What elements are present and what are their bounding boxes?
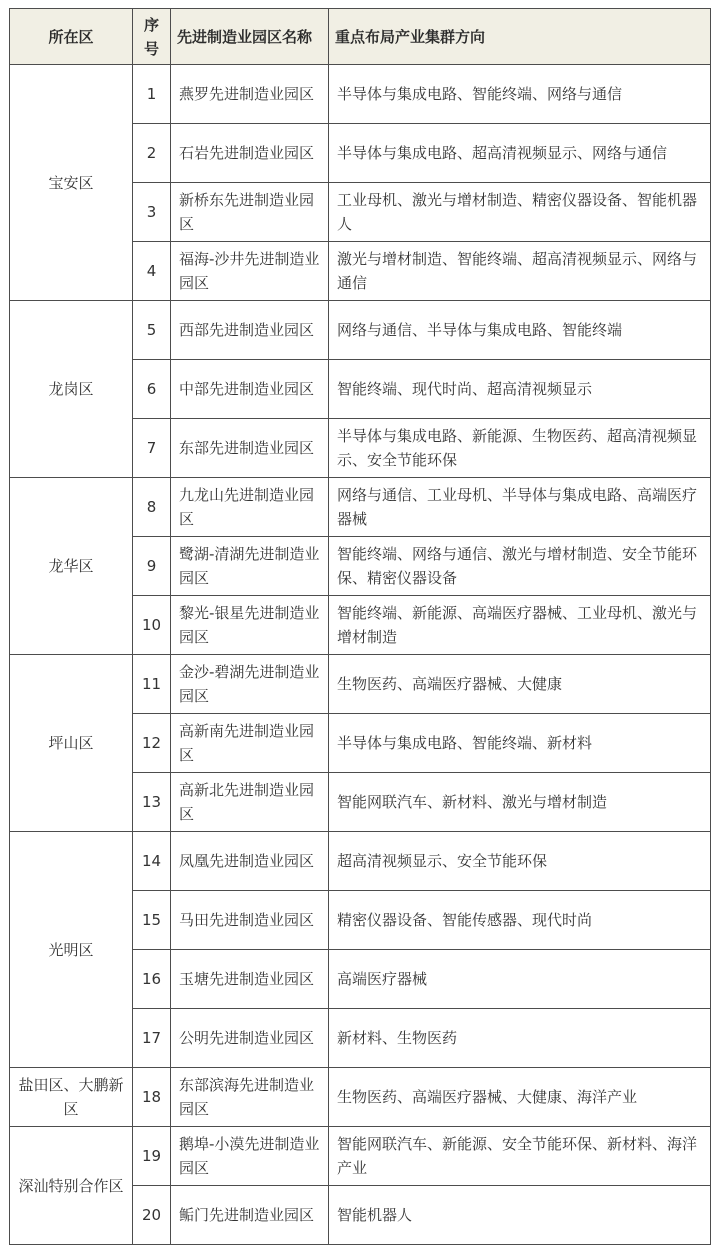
direction-cell: 半导体与集成电路、新能源、生物医药、超高清视频显示、安全节能环保 bbox=[329, 419, 711, 478]
direction-cell: 半导体与集成电路、超高清视频显示、网络与通信 bbox=[329, 124, 711, 183]
park-name-cell: 鹭湖-清湖先进制造业园区 bbox=[171, 537, 329, 596]
direction-cell: 网络与通信、工业母机、半导体与集成电路、高端医疗器械 bbox=[329, 478, 711, 537]
park-name-cell: 福海-沙井先进制造业园区 bbox=[171, 242, 329, 301]
number-cell: 20 bbox=[133, 1186, 171, 1245]
number-cell: 15 bbox=[133, 891, 171, 950]
table-header-row bbox=[10, 9, 711, 65]
direction-cell: 半导体与集成电路、智能终端、网络与通信 bbox=[329, 65, 711, 124]
park-name-cell: 公明先进制造业园区 bbox=[171, 1009, 329, 1068]
number-cell: 1 bbox=[133, 65, 171, 124]
direction-cell: 网络与通信、半导体与集成电路、智能终端 bbox=[329, 301, 711, 360]
direction-cell: 智能机器人 bbox=[329, 1186, 711, 1245]
table-row bbox=[10, 1127, 711, 1186]
park-name-cell: 石岩先进制造业园区 bbox=[171, 124, 329, 183]
direction-cell: 超高清视频显示、安全节能环保 bbox=[329, 832, 711, 891]
park-name-cell: 高新南先进制造业园区 bbox=[171, 714, 329, 773]
park-name-cell: 玉塘先进制造业园区 bbox=[171, 950, 329, 1009]
direction-cell: 智能终端、网络与通信、激光与增材制造、安全节能环保、精密仪器设备 bbox=[329, 537, 711, 596]
park-name-cell: 燕罗先进制造业园区 bbox=[171, 65, 329, 124]
park-name-cell: 鹅埠-小漠先进制造业园区 bbox=[171, 1127, 329, 1186]
number-cell: 6 bbox=[133, 360, 171, 419]
direction-cell: 生物医药、高端医疗器械、大健康 bbox=[329, 655, 711, 714]
number-cell: 10 bbox=[133, 596, 171, 655]
table-body bbox=[10, 65, 711, 1245]
park-name-cell: 西部先进制造业园区 bbox=[171, 301, 329, 360]
district-cell: 深汕特别合作区 bbox=[10, 1127, 133, 1245]
park-name-cell: 鲘门先进制造业园区 bbox=[171, 1186, 329, 1245]
district-cell: 龙华区 bbox=[10, 478, 133, 655]
number-cell: 14 bbox=[133, 832, 171, 891]
park-name-cell: 东部滨海先进制造业园区 bbox=[171, 1068, 329, 1127]
number-cell: 5 bbox=[133, 301, 171, 360]
table-row bbox=[10, 478, 711, 537]
table-row bbox=[10, 1068, 711, 1127]
direction-cell: 激光与增材制造、智能终端、超高清视频显示、网络与通信 bbox=[329, 242, 711, 301]
park-name-cell: 高新北先进制造业园区 bbox=[171, 773, 329, 832]
park-name-cell: 凤凰先进制造业园区 bbox=[171, 832, 329, 891]
direction-cell: 智能终端、现代时尚、超高清视频显示 bbox=[329, 360, 711, 419]
direction-cell: 半导体与集成电路、智能终端、新材料 bbox=[329, 714, 711, 773]
park-name-cell: 中部先进制造业园区 bbox=[171, 360, 329, 419]
number-cell: 18 bbox=[133, 1068, 171, 1127]
number-cell: 19 bbox=[133, 1127, 171, 1186]
park-name-cell: 东部先进制造业园区 bbox=[171, 419, 329, 478]
number-cell: 12 bbox=[133, 714, 171, 773]
header-direction: 重点布局产业集群方向 bbox=[329, 9, 711, 65]
number-cell: 17 bbox=[133, 1009, 171, 1068]
table-row bbox=[10, 832, 711, 891]
number-cell: 4 bbox=[133, 242, 171, 301]
park-name-cell: 金沙-碧湖先进制造业园区 bbox=[171, 655, 329, 714]
direction-cell: 精密仪器设备、智能传感器、现代时尚 bbox=[329, 891, 711, 950]
number-cell: 3 bbox=[133, 183, 171, 242]
park-name-cell: 黎光-银星先进制造业园区 bbox=[171, 596, 329, 655]
table-row bbox=[10, 301, 711, 360]
direction-cell: 智能网联汽车、新材料、激光与增材制造 bbox=[329, 773, 711, 832]
number-cell: 9 bbox=[133, 537, 171, 596]
number-cell: 11 bbox=[133, 655, 171, 714]
park-name-cell: 九龙山先进制造业园区 bbox=[171, 478, 329, 537]
header-park-name: 先进制造业园区名称 bbox=[171, 9, 329, 65]
park-name-cell: 马田先进制造业园区 bbox=[171, 891, 329, 950]
number-cell: 16 bbox=[133, 950, 171, 1009]
header-district: 所在区 bbox=[10, 9, 133, 65]
direction-cell: 高端医疗器械 bbox=[329, 950, 711, 1009]
number-cell: 2 bbox=[133, 124, 171, 183]
number-cell: 13 bbox=[133, 773, 171, 832]
direction-cell: 新材料、生物医药 bbox=[329, 1009, 711, 1068]
number-cell: 8 bbox=[133, 478, 171, 537]
district-cell: 坪山区 bbox=[10, 655, 133, 832]
table-row bbox=[10, 655, 711, 714]
district-cell: 龙岗区 bbox=[10, 301, 133, 478]
direction-cell: 智能终端、新能源、高端医疗器械、工业母机、激光与增材制造 bbox=[329, 596, 711, 655]
table-row bbox=[10, 65, 711, 124]
number-cell: 7 bbox=[133, 419, 171, 478]
direction-cell: 工业母机、激光与增材制造、精密仪器设备、智能机器人 bbox=[329, 183, 711, 242]
district-cell: 光明区 bbox=[10, 832, 133, 1068]
park-name-cell: 新桥东先进制造业园区 bbox=[171, 183, 329, 242]
direction-cell: 智能网联汽车、新能源、安全节能环保、新材料、海洋产业 bbox=[329, 1127, 711, 1186]
industrial-parks-table bbox=[9, 8, 711, 1245]
district-cell: 宝安区 bbox=[10, 65, 133, 301]
district-cell: 盐田区、大鹏新区 bbox=[10, 1068, 133, 1127]
header-number: 序号 bbox=[133, 9, 171, 65]
direction-cell: 生物医药、高端医疗器械、大健康、海洋产业 bbox=[329, 1068, 711, 1127]
